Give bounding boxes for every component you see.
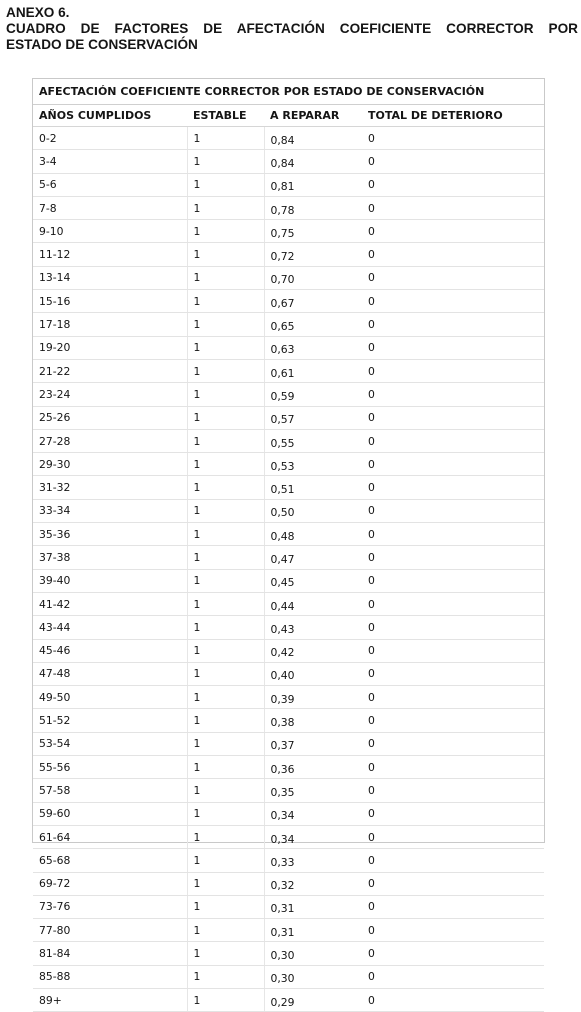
- cell-repair: 0,45: [264, 569, 362, 592]
- cell-repair: 0,57: [264, 406, 362, 429]
- cell-stable: 1: [187, 662, 264, 685]
- cell-repair: 0,70: [264, 266, 362, 289]
- table-row: [33, 662, 544, 685]
- cell-repair: 0,37: [264, 732, 362, 755]
- cell-years: 11-12: [33, 243, 187, 266]
- cell-repair: 0,34: [264, 825, 362, 848]
- cell-years: 59-60: [33, 802, 187, 825]
- cell-repair: 0,47: [264, 546, 362, 569]
- cell-stable: 1: [187, 756, 264, 779]
- column-header-repair: A REPARAR: [264, 105, 362, 127]
- cell-total-deterioration: 0: [362, 872, 544, 895]
- cell-stable: 1: [187, 383, 264, 406]
- cell-stable: 1: [187, 173, 264, 196]
- cell-repair: 0,36: [264, 756, 362, 779]
- table-row: [33, 825, 544, 848]
- table-row: [33, 453, 544, 476]
- cell-stable: 1: [187, 616, 264, 639]
- cell-years: 85-88: [33, 965, 187, 988]
- table-row: [33, 802, 544, 825]
- table-row: [33, 849, 544, 872]
- cell-years: 25-26: [33, 406, 187, 429]
- cell-years: 21-22: [33, 359, 187, 382]
- table-row: [33, 546, 544, 569]
- cell-total-deterioration: 0: [362, 988, 544, 1011]
- cell-stable: 1: [187, 266, 264, 289]
- cell-repair: 0,63: [264, 336, 362, 359]
- cell-repair: 0,55: [264, 429, 362, 452]
- cell-total-deterioration: 0: [362, 662, 544, 685]
- cell-years: 3-4: [33, 150, 187, 173]
- cell-stable: 1: [187, 639, 264, 662]
- cell-total-deterioration: 0: [362, 383, 544, 406]
- cell-repair: 0,48: [264, 523, 362, 546]
- table-row: [33, 616, 544, 639]
- cell-years: 57-58: [33, 779, 187, 802]
- cell-years: 69-72: [33, 872, 187, 895]
- cell-years: 9-10: [33, 220, 187, 243]
- cell-total-deterioration: 0: [362, 616, 544, 639]
- cell-repair: 0,33: [264, 849, 362, 872]
- cell-total-deterioration: 0: [362, 709, 544, 732]
- cell-total-deterioration: 0: [362, 290, 544, 313]
- cell-stable: 1: [187, 499, 264, 522]
- cell-repair: 0,61: [264, 359, 362, 382]
- cell-repair: 0,31: [264, 919, 362, 942]
- cell-years: 89+: [33, 988, 187, 1011]
- cell-years: 81-84: [33, 942, 187, 965]
- table-row: [33, 942, 544, 965]
- table-row: [33, 290, 544, 313]
- cell-stable: 1: [187, 709, 264, 732]
- table-title: AFECTACIÓN COEFICIENTE CORRECTOR POR ESTADO DE CONSERVACIÓN: [33, 79, 544, 105]
- cell-total-deterioration: 0: [362, 453, 544, 476]
- cell-repair: 0,32: [264, 872, 362, 895]
- cell-repair: 0,51: [264, 476, 362, 499]
- cell-total-deterioration: 0: [362, 266, 544, 289]
- cell-stable: 1: [187, 290, 264, 313]
- cell-total-deterioration: 0: [362, 499, 544, 522]
- cell-repair: 0,84: [264, 127, 362, 150]
- cell-stable: 1: [187, 849, 264, 872]
- document-heading: [6, 5, 578, 53]
- cell-years: 33-34: [33, 499, 187, 522]
- cell-years: 17-18: [33, 313, 187, 336]
- cell-total-deterioration: 0: [362, 965, 544, 988]
- cell-repair: 0,50: [264, 499, 362, 522]
- cell-years: 0-2: [33, 127, 187, 150]
- cell-repair: 0,65: [264, 313, 362, 336]
- cell-stable: 1: [187, 406, 264, 429]
- table-row: [33, 779, 544, 802]
- table-row: [33, 919, 544, 942]
- cell-repair: 0,67: [264, 290, 362, 313]
- cell-repair: 0,34: [264, 802, 362, 825]
- cell-repair: 0,81: [264, 173, 362, 196]
- table-row: [33, 988, 544, 1011]
- cell-years: 39-40: [33, 569, 187, 592]
- table-row: [33, 220, 544, 243]
- cell-total-deterioration: 0: [362, 919, 544, 942]
- cell-repair: 0,38: [264, 709, 362, 732]
- cell-years: 43-44: [33, 616, 187, 639]
- cell-total-deterioration: 0: [362, 196, 544, 219]
- cell-stable: 1: [187, 546, 264, 569]
- cell-stable: 1: [187, 429, 264, 452]
- table-row: [33, 336, 544, 359]
- table-row: [33, 569, 544, 592]
- cell-repair: 0,53: [264, 453, 362, 476]
- table-row: [33, 313, 544, 336]
- conservation-factor-table-container: [32, 78, 545, 1009]
- cell-stable: 1: [187, 150, 264, 173]
- table-row: [33, 756, 544, 779]
- cell-total-deterioration: 0: [362, 359, 544, 382]
- table-body: [33, 127, 544, 1012]
- cell-repair: 0,35: [264, 779, 362, 802]
- cell-total-deterioration: 0: [362, 942, 544, 965]
- cell-stable: 1: [187, 196, 264, 219]
- cell-years: 41-42: [33, 592, 187, 615]
- cell-years: 47-48: [33, 662, 187, 685]
- cell-total-deterioration: 0: [362, 825, 544, 848]
- document-title-line-1: CUADRO DE FACTORES DE AFECTACIÓN COEFICIENTE CORRECTOR POR: [6, 21, 578, 36]
- cell-years: 65-68: [33, 849, 187, 872]
- cell-years: 15-16: [33, 290, 187, 313]
- table-row: [33, 150, 544, 173]
- cell-years: 73-76: [33, 895, 187, 918]
- cell-total-deterioration: 0: [362, 429, 544, 452]
- cell-repair: 0,78: [264, 196, 362, 219]
- table-row: [33, 965, 544, 988]
- conservation-factor-table: [33, 79, 544, 1012]
- cell-total-deterioration: 0: [362, 476, 544, 499]
- cell-stable: 1: [187, 919, 264, 942]
- cell-repair: 0,75: [264, 220, 362, 243]
- cell-total-deterioration: 0: [362, 849, 544, 872]
- table-row: [33, 732, 544, 755]
- cell-repair: 0,31: [264, 895, 362, 918]
- cell-repair: 0,30: [264, 965, 362, 988]
- cell-repair: 0,40: [264, 662, 362, 685]
- cell-total-deterioration: 0: [362, 243, 544, 266]
- cell-repair: 0,30: [264, 942, 362, 965]
- table-row: [33, 359, 544, 382]
- cell-years: 61-64: [33, 825, 187, 848]
- table-row: [33, 266, 544, 289]
- column-header-stable: ESTABLE: [187, 105, 264, 127]
- table-title-row: [33, 79, 544, 105]
- cell-stable: 1: [187, 732, 264, 755]
- cell-repair: 0,84: [264, 150, 362, 173]
- cell-years: 7-8: [33, 196, 187, 219]
- cell-years: 77-80: [33, 919, 187, 942]
- cell-total-deterioration: 0: [362, 220, 544, 243]
- table-row: [33, 592, 544, 615]
- table-row: [33, 639, 544, 662]
- table-row: [33, 196, 544, 219]
- cell-repair: 0,39: [264, 686, 362, 709]
- cell-years: 19-20: [33, 336, 187, 359]
- cell-years: 49-50: [33, 686, 187, 709]
- cell-total-deterioration: 0: [362, 756, 544, 779]
- cell-total-deterioration: 0: [362, 802, 544, 825]
- cell-total-deterioration: 0: [362, 313, 544, 336]
- cell-stable: 1: [187, 453, 264, 476]
- table-row: [33, 686, 544, 709]
- cell-years: 23-24: [33, 383, 187, 406]
- cell-years: 31-32: [33, 476, 187, 499]
- cell-repair: 0,42: [264, 639, 362, 662]
- table-row: [33, 872, 544, 895]
- cell-stable: 1: [187, 779, 264, 802]
- table-row: [33, 173, 544, 196]
- table-row: [33, 429, 544, 452]
- cell-total-deterioration: 0: [362, 732, 544, 755]
- cell-repair: 0,29: [264, 988, 362, 1011]
- cell-total-deterioration: 0: [362, 686, 544, 709]
- document-title-line-2: ESTADO DE CONSERVACIÓN: [6, 37, 198, 52]
- cell-years: 51-52: [33, 709, 187, 732]
- cell-total-deterioration: 0: [362, 127, 544, 150]
- table-row: [33, 499, 544, 522]
- cell-total-deterioration: 0: [362, 569, 544, 592]
- cell-stable: 1: [187, 965, 264, 988]
- cell-total-deterioration: 0: [362, 173, 544, 196]
- table-row: [33, 895, 544, 918]
- cell-total-deterioration: 0: [362, 546, 544, 569]
- cell-repair: 0,72: [264, 243, 362, 266]
- table-row: [33, 709, 544, 732]
- cell-total-deterioration: 0: [362, 150, 544, 173]
- cell-stable: 1: [187, 895, 264, 918]
- cell-stable: 1: [187, 686, 264, 709]
- cell-years: 27-28: [33, 429, 187, 452]
- cell-stable: 1: [187, 942, 264, 965]
- cell-total-deterioration: 0: [362, 592, 544, 615]
- column-header-years: AÑOS CUMPLIDOS: [33, 105, 187, 127]
- cell-total-deterioration: 0: [362, 639, 544, 662]
- cell-total-deterioration: 0: [362, 779, 544, 802]
- cell-stable: 1: [187, 220, 264, 243]
- table-header-row: [33, 105, 544, 127]
- cell-stable: 1: [187, 359, 264, 382]
- cell-stable: 1: [187, 476, 264, 499]
- cell-stable: 1: [187, 336, 264, 359]
- table-row: [33, 406, 544, 429]
- table-row: [33, 243, 544, 266]
- cell-repair: 0,59: [264, 383, 362, 406]
- cell-total-deterioration: 0: [362, 406, 544, 429]
- cell-stable: 1: [187, 872, 264, 895]
- cell-years: 53-54: [33, 732, 187, 755]
- table-row: [33, 476, 544, 499]
- table-row: [33, 127, 544, 150]
- cell-years: 5-6: [33, 173, 187, 196]
- cell-total-deterioration: 0: [362, 336, 544, 359]
- cell-stable: 1: [187, 243, 264, 266]
- cell-stable: 1: [187, 825, 264, 848]
- table-row: [33, 523, 544, 546]
- cell-stable: 1: [187, 988, 264, 1011]
- cell-years: 13-14: [33, 266, 187, 289]
- cell-years: 45-46: [33, 639, 187, 662]
- cell-total-deterioration: 0: [362, 895, 544, 918]
- cell-repair: 0,43: [264, 616, 362, 639]
- cell-stable: 1: [187, 523, 264, 546]
- cell-stable: 1: [187, 127, 264, 150]
- cell-years: 35-36: [33, 523, 187, 546]
- annex-label: ANEXO 6.: [6, 5, 70, 20]
- cell-stable: 1: [187, 592, 264, 615]
- cell-repair: 0,44: [264, 592, 362, 615]
- cell-stable: 1: [187, 313, 264, 336]
- cell-stable: 1: [187, 802, 264, 825]
- cell-stable: 1: [187, 569, 264, 592]
- cell-total-deterioration: 0: [362, 523, 544, 546]
- column-header-total-deterioration: TOTAL DE DETERIORO: [362, 105, 544, 127]
- cell-years: 29-30: [33, 453, 187, 476]
- table-row: [33, 383, 544, 406]
- cell-years: 37-38: [33, 546, 187, 569]
- cell-years: 55-56: [33, 756, 187, 779]
